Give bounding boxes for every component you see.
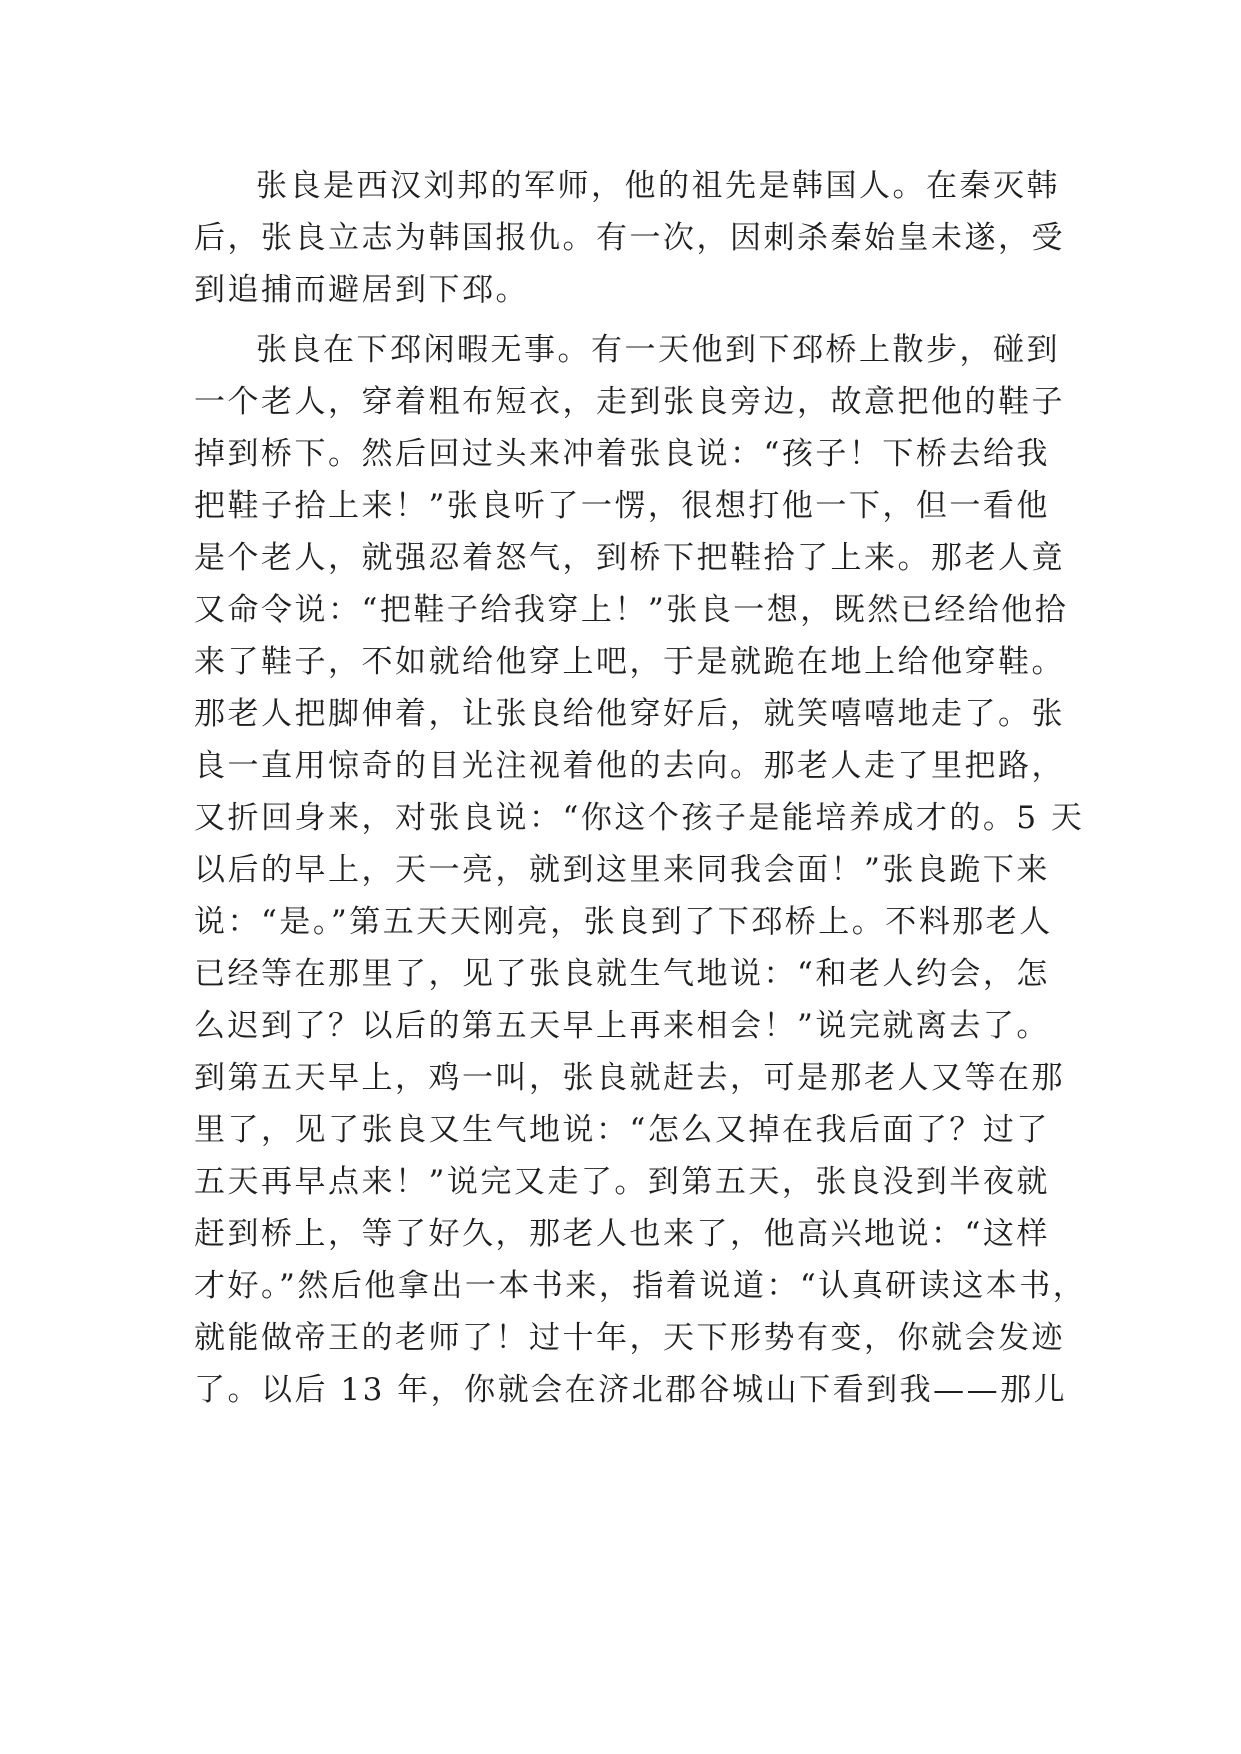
- text-line: 那老人把脚伸着，让张良给他穿好后，就笑嘻嘻地走了。张: [194, 696, 1065, 732]
- text-line: 赶到桥上，等了好久，那老人也来了，他高兴地说：“这样: [194, 1216, 1050, 1252]
- text-line: 后，张良立志为韩国报仇。有一次，因刺杀秦始皇未遂，受: [194, 220, 1065, 256]
- text-line: 么迟到了？以后的第五天早上再来相会！”说完就离去了。: [194, 1008, 1050, 1044]
- text-line: 张良在下邳闲暇无事。有一天他到下邳桥上散步，碰到: [256, 332, 1060, 368]
- text-line: 说：“是。”第五天天刚亮，张良到了下邳桥上。不料那老人: [194, 904, 1053, 940]
- document-body: [194, 160, 1087, 1416]
- text-line: 又折回身来，对张良说：“你这个孩子是能培养成才的。5 天: [194, 800, 1085, 836]
- text-line: 里了，见了张良又生气地说：“怎么又掉在我后面了？过了: [194, 1112, 1050, 1148]
- text-line: 了。以后 13 年，你就会在济北郡谷城山下看到我——那儿: [194, 1372, 1068, 1408]
- text-line: 把鞋子拾上来！”张良听了一愣，很想打他一下，但一看他: [194, 488, 1050, 524]
- text-line: 就能做帝王的老师了！过十年，天下形势有变，你就会发迹: [194, 1320, 1065, 1356]
- text-line: 来了鞋子，不如就给他穿上吧，于是就跪在地上给他穿鞋。: [194, 644, 1065, 680]
- text-line: 又命令说：“把鞋子给我穿上！”张良一想，既然已经给他拾: [194, 592, 1069, 628]
- paragraph-2: [194, 324, 1087, 1416]
- text-line: 张良是西汉刘邦的军师，他的祖先是韩国人。在秦灭韩: [256, 168, 1060, 204]
- text-line: 到第五天早上，鸡一叫，张良就赶去，可是那老人又等在那: [194, 1060, 1065, 1096]
- text-line: 五天再早点来！”说完又走了。到第五天，张良没到半夜就: [194, 1164, 1050, 1200]
- paragraph-1: [194, 160, 1065, 316]
- text-line: 良一直用惊奇的目光注视着他的去向。那老人走了里把路，: [194, 748, 1065, 784]
- text-line: 一个老人，穿着粗布短衣，走到张良旁边，故意把他的鞋子: [194, 384, 1065, 420]
- text-line: 到追捕而避居到下邳。: [194, 272, 529, 308]
- text-line: 是个老人，就强忍着怒气，到桥下把鞋拾了上来。那老人竟: [194, 540, 1065, 576]
- text-line: 掉到桥下。然后回过头来冲着张良说：“孩子！下桥去给我: [194, 436, 1050, 472]
- text-line: 以后的早上，天一亮，就到这里来同我会面！”张良跪下来: [194, 852, 1050, 888]
- text-line: 已经等在那里了，见了张良就生气地说：“和老人约会，怎: [194, 956, 1050, 992]
- text-line: 才好。”然后他拿出一本书来，指着说道：“认真研读这本书，: [194, 1268, 1087, 1304]
